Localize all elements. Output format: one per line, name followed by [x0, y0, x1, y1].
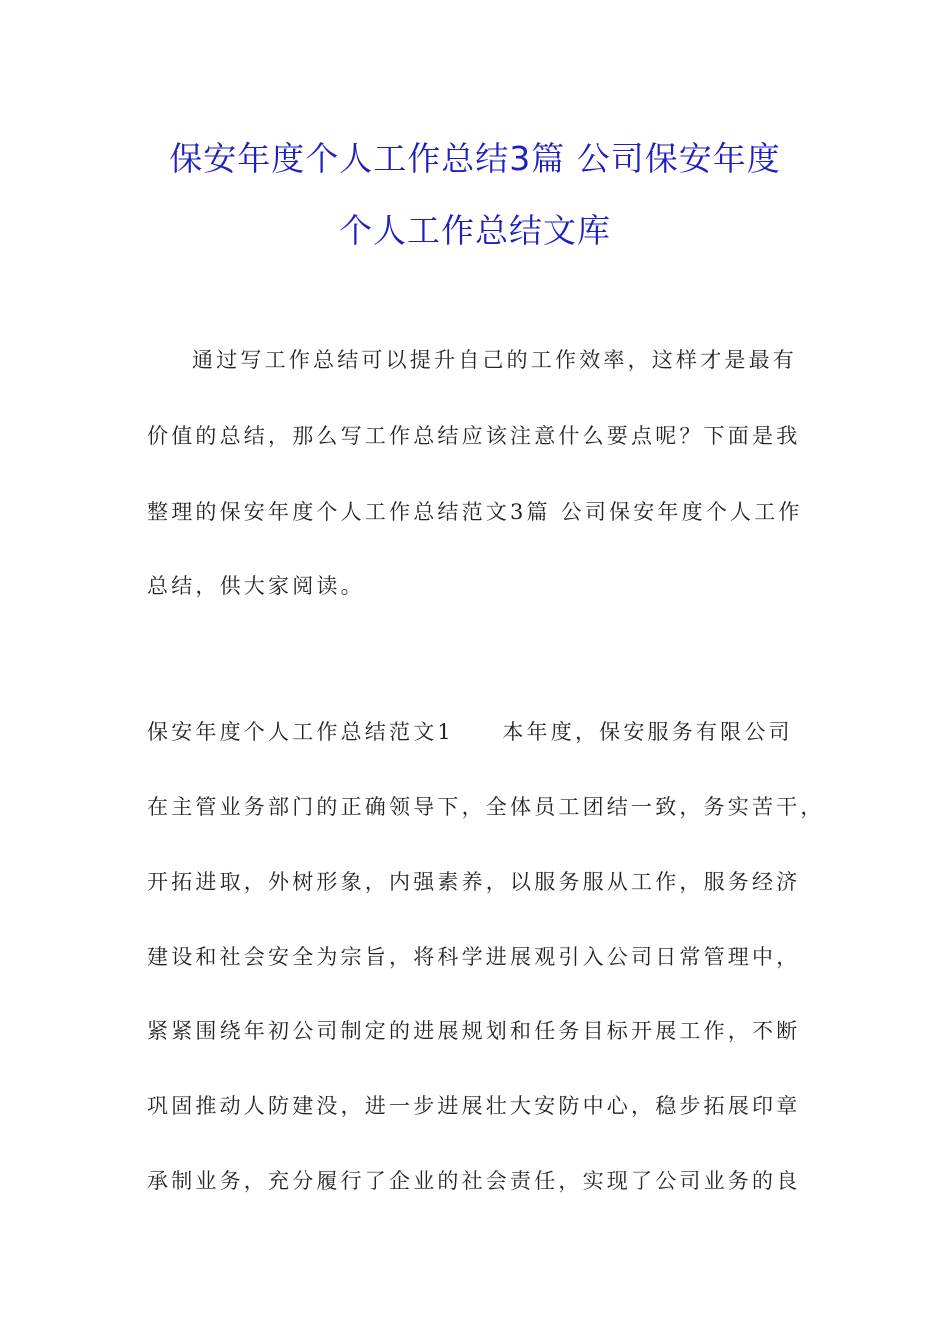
section-paragraph-line-4: 建设和社会安全为宗旨，将科学进展观引入公司日常管理中，: [147, 945, 801, 969]
document-title-line-2: 个人工作总结文库: [339, 211, 611, 250]
intro-paragraph-line-1: 通过写工作总结可以提升自己的工作效率，这样才是最有: [192, 348, 797, 372]
section-paragraph-line-6: 巩固推动人防建没，进一步进展壮大安防中心，稳步拓展印章: [147, 1094, 801, 1118]
intro-paragraph-line-3: 整理的保安年度个人工作总结范文3篇 公司保安年度个人工作: [147, 500, 803, 524]
section-paragraph-line-2: 在主管业务部门的正确领导下，全体员工团结一致，务实苦干，: [147, 795, 825, 819]
intro-paragraph-line-2: 价值的总结，那么写工作总结应该注意什么要点呢？下面是我: [147, 424, 801, 448]
section-paragraph-line-1: 保安年度个人工作总结范文1 本年度，保安服务有限公司: [147, 720, 793, 744]
intro-paragraph-line-4: 总结，供大家阅读。: [147, 574, 365, 598]
document-title-line-1: 保安年度个人工作总结3篇 公司保安年度: [169, 139, 781, 178]
section-paragraph-line-7: 承制业务，充分履行了企业的社会责任，实现了公司业务的良: [147, 1169, 801, 1193]
section-paragraph-line-3: 开拓进取，外树形象，内强素养，以服务服从工作，服务经济: [147, 870, 801, 894]
section-paragraph-line-5: 紧紧围绕年初公司制定的进展规划和任务目标开展工作，不断: [147, 1019, 801, 1043]
